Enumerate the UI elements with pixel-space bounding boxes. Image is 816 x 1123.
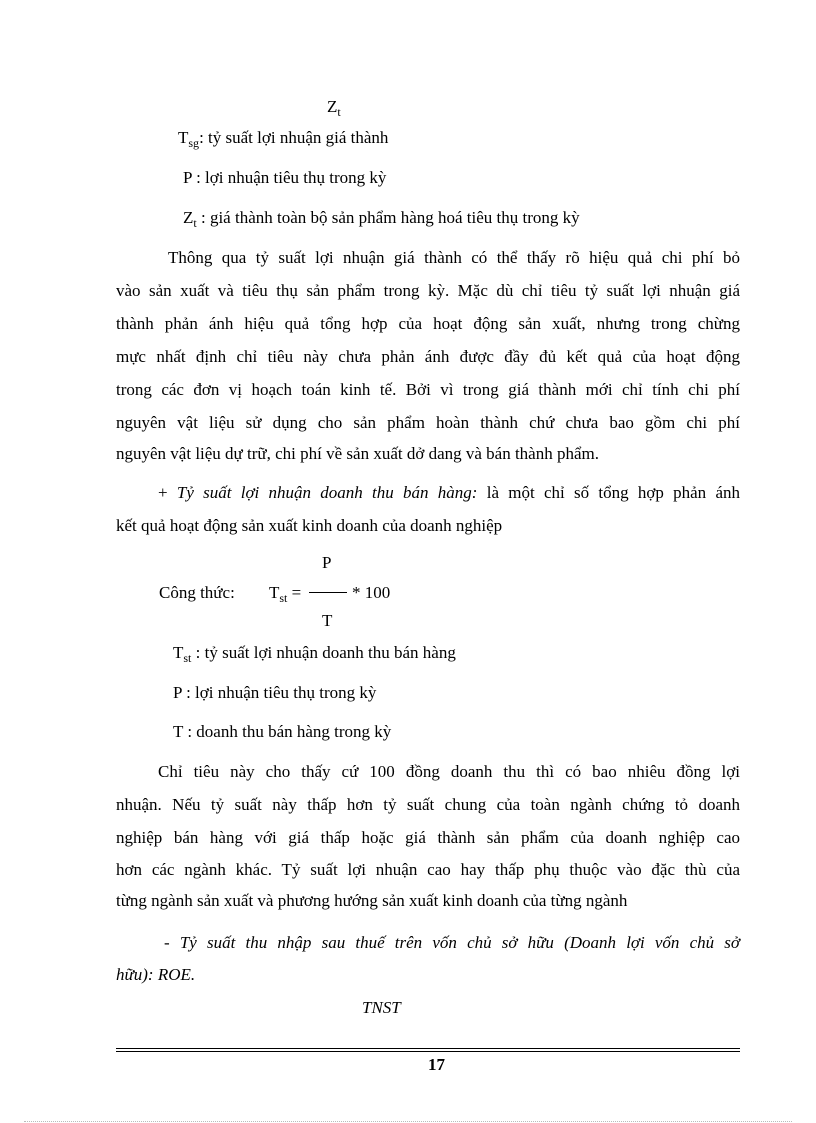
para1-line: trong các đơn vị hoạch toán kinh tế. Bởi vì trong giá thành mới chỉ tính chi phí — [116, 380, 740, 399]
para4-line1: - Tỷ suất thu nhập sau thuế trên vốn chủ sở hữu (Doanh lợi vốn chủ sở — [164, 933, 740, 952]
formula1-denominator: $Z_t$ — [327, 97, 341, 119]
para3-line: hơn các ngành khác. Tỷ suất lợi nhuận cao hay thấp phụ thuộc vào đặc thù của — [116, 860, 740, 879]
para3-line: nhuận. Nếu tỷ suất này thấp hơn tỷ suất chung của toàn ngành chứng tỏ doanh — [116, 795, 740, 814]
para2-line2: kết quả hoạt động sản xuất kinh doanh của doanh nghiệp — [116, 516, 503, 535]
formula3-numerator: TNST — [362, 998, 401, 1017]
footer-rule-bottom — [116, 1051, 740, 1052]
formula1-def-p: P : lợi nhuận tiêu thụ trong kỳ — [183, 168, 387, 187]
para3-line: nghiệp bán hàng với giá thấp hoặc giá thành sản phẩm của doanh nghiệp cao — [116, 828, 740, 847]
formula2-label: Công thức: — [159, 583, 235, 602]
formula2-lhs: $T_{st}$ = — [269, 583, 302, 605]
para3-line: Chỉ tiêu này cho thấy cứ 100 đồng doanh thu thì có bao nhiêu đồng lợi — [158, 762, 740, 781]
para1-line: vào sản xuất và tiêu thụ sản phẩm trong kỳ. Mặc dù chỉ tiêu tỷ suất lợi nhuận giá — [116, 281, 740, 300]
para1-line: nguyên vật liệu dự trữ, chi phí về sản xuất dở dang và bán thành phẩm. — [116, 444, 599, 463]
page-number: 17 — [428, 1055, 445, 1074]
para1-line: Thông qua tỷ suất lợi nhuận giá thành có thể thấy rõ hiệu quả chi phí bỏ — [168, 248, 740, 267]
page-edge-dots — [24, 1121, 792, 1122]
para1-line: mực nhất định chỉ tiêu này chưa phản ánh được đầy đủ kết quả của hoạt động — [116, 347, 740, 366]
formula2-numerator: P — [322, 553, 332, 572]
para1-line: thành phản ánh hiệu quả tổng hợp của hoạt động sản xuất, nhưng trong chừng — [116, 314, 740, 333]
fraction-bar — [309, 592, 347, 593]
para2-line1: + Tỷ suất lợi nhuận doanh thu bán hàng: là một chỉ số tổng hợp phản ánh — [158, 483, 740, 502]
formula2-def-p: P : lợi nhuận tiêu thụ trong kỳ — [173, 683, 377, 702]
formula2-def-t: T : doanh thu bán hàng trong kỳ — [173, 722, 392, 741]
formula1-def-zt: $Z_t$ : giá thành toàn bộ sản phẩm hàng hoá tiêu thụ trong kỳ — [183, 208, 580, 230]
para1-line: nguyên vật liệu sử dụng cho sản phẩm hoàn thành chứ chưa bao gồm chi phí — [116, 413, 740, 432]
para3-line: từng ngành sản xuất và phương hướng sản xuất kinh doanh của từng ngành — [116, 891, 628, 910]
formula2-rhs: * 100 — [352, 583, 391, 602]
para4-line2: hữu): ROE. — [116, 965, 196, 984]
formula2-denominator: T — [322, 611, 333, 630]
formula1-def-tsg: $T_{sg}$: tỷ suất lợi nhuận giá thành — [178, 128, 389, 150]
formula2-def-tst: $T_{st}$ : tỷ suất lợi nhuận doanh thu bán hàng — [173, 643, 456, 665]
footer-rule-top — [116, 1048, 740, 1049]
